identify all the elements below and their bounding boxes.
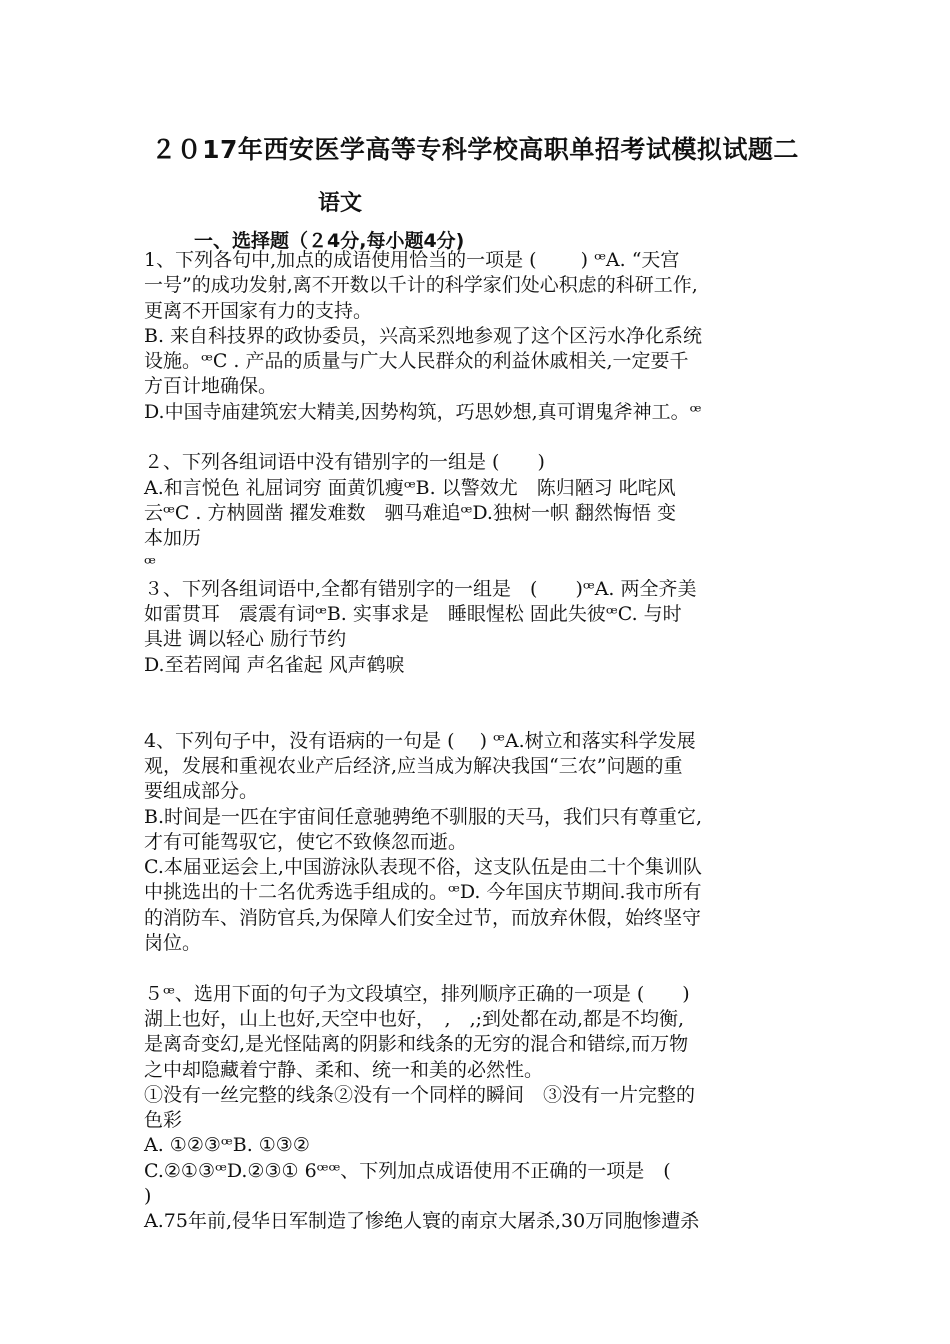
text-line: 如雷贯耳 震震有词ꟹB. 实事求是 睡眼惺松 固此失彼ꟹC. 与时 [144,603,682,626]
text-line: 要组成部分。 [144,780,259,803]
text-line: 岗位。 [144,932,202,955]
text-line: B.时间是一匹在宇宙间任意驰骋绝不驯服的天马，我们只有尊重它, [144,805,703,828]
text-line: 是离奇变幻,是光怪陆离的阴影和线条的无穷的混合和错综,而万物 [144,1033,689,1056]
text-line: 本加历 [144,527,202,550]
document-title: ２０17年西安医学高等专科学校高职单招考试模拟试题二 [151,135,799,164]
text-line [144,956,820,981]
text-line: 方百计地确保。 [144,375,278,398]
text-line: ) [144,1184,152,1207]
text-line: B. 来自科技界的政协委员，兴高采烈地参观了这个区污水净化系统 [144,324,703,347]
text-line: 中挑选出的十二名优秀选手组成的。ꟹD. 今年国庆节期间.我市所有 [144,881,702,904]
text-line: C.②①③ꟹD.②③① 6ꟹꟹ、下列加点成语使用不正确的一项是 ( [144,1159,671,1182]
text-line: 观，发展和重视农业产后经济,应当成为解决我国“三农”问题的重 [144,754,683,777]
text-line: ５ꟹ、选用下面的句子为文段填空，排列顺序正确的一项是 ( ) [144,982,690,1005]
question-body [144,248,820,1235]
text-line: D.至若罔闻 声名雀起 风声鹤唳 [144,653,405,676]
text-line: ３、下列各组词语中,全都有错别字的一组是 ( )ꟹA. 两全齐美 [144,577,697,600]
text-line: ２、下列各组词语中没有错别字的一组是 ( ) [144,451,545,474]
text-line: 之中却隐藏着宁静、柔和、统一和美的必然性。 [144,1058,544,1081]
text-line: A.和言悦色 礼屈词穷 面黄饥瘦ꟹB. 以警效尤 陈归陋习 叱咤风 [144,476,676,499]
text-line: C.本届亚运会上,中国游泳队表现不俗，这支队伍是由二十个集训队 [144,856,702,879]
text-line: D.中国寺庙建筑宏大精美,因势构筑，巧思妙想,真可谓鬼斧神工。ꟹ [144,400,702,423]
text-line: 一号”的成功发射,离不开数以千计的科学家们处心积虑的科研工作, [144,274,698,297]
text-line: 具进 调以轻心 励行节约 [144,628,347,651]
text-line: 1、下列各句中,加点的成语使用恰当的一项是 ( ) ꟹA. “天宫 [144,249,680,271]
text-line: 云ꟹC . 方枘圆凿 擢发难数 驷马难追ꟹD.独树一帜 翻然悔悟 变 [144,501,677,524]
text-line: ꟹ [144,552,156,575]
text-line [144,678,820,703]
text-line: A.75年前,侵华日军制造了惨绝人寰的南京大屠杀,30万同胞惨遭杀 [144,1210,700,1233]
text-line: 设施。ꟹC . 产品的质量与广大人民群众的利益休戚相关,一定要千 [144,350,689,373]
text-line: A. ①②③ꟹB. ①③② [144,1134,310,1157]
text-line: 湖上也好，山上也好,天空中也好， , ,;到处都在动,都是不均衡, [144,1007,685,1030]
text-line: 更离不开国家有力的支持。 [144,299,373,322]
text-line: 4、下列句子中，没有语病的一句是 ( ) ꟹA.树立和落实科学发展 [144,729,696,752]
text-line: 的消防车、消防官兵,为保障人们安全过节，而放弃休假，始终坚守 [144,906,702,929]
text-line: ①没有一丝完整的线条②没有一个同样的瞬间 ③没有一片完整的 [144,1083,696,1106]
subject-heading: 语文 [318,191,363,216]
section-heading: 一、选择题（２4分,每小题4分) [194,230,465,252]
text-line: 色彩 [144,1109,183,1132]
text-line [144,425,820,450]
text-line: 才有可能驾驭它，使它不致倏忽而逝。 [144,830,468,853]
text-line [144,703,820,728]
